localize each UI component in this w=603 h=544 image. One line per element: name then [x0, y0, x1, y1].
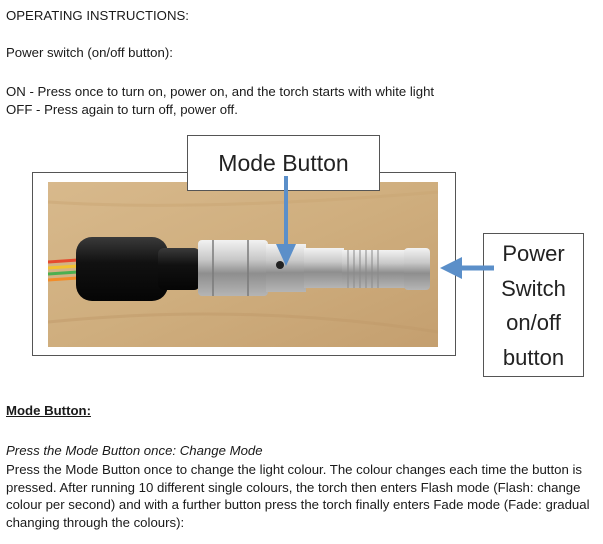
- page-title: OPERATING INSTRUCTIONS:: [6, 8, 189, 23]
- power-switch-arrow: [440, 257, 496, 279]
- power-callout-line-4: button: [502, 344, 565, 370]
- mode-section-heading: Mode Button:: [6, 403, 91, 418]
- mode-button-arrow: [274, 176, 298, 268]
- power-switch-callout: [483, 233, 584, 377]
- torch-photo: [48, 182, 438, 347]
- power-callout-line-1: Power: [502, 241, 565, 266]
- off-instruction: OFF - Press again to turn off, power off.: [6, 102, 238, 117]
- mode-button-callout: Mode Button: [187, 135, 380, 191]
- mode-section-subheading: Press the Mode Button once: Change Mode: [6, 443, 263, 458]
- power-callout-line-3: on/off: [506, 310, 561, 335]
- mode-section-body: Press the Mode Button once to change the light colour. The colour changes each time the button is pressed. After running 10 different single colours, the torch then enters Flash mode (Flash: change colour per second) and with a further button press the torch finally enters Fade mode (Fade: gradual changing through the colours):: [6, 462, 590, 530]
- power-switch-cap: [404, 248, 430, 290]
- on-instruction: ON - Press once to turn on, power on, and the torch starts with white light: [6, 84, 435, 99]
- power-switch-label: Power switch (on/off button):: [6, 45, 173, 60]
- power-callout-line-2: Switch: [501, 275, 566, 301]
